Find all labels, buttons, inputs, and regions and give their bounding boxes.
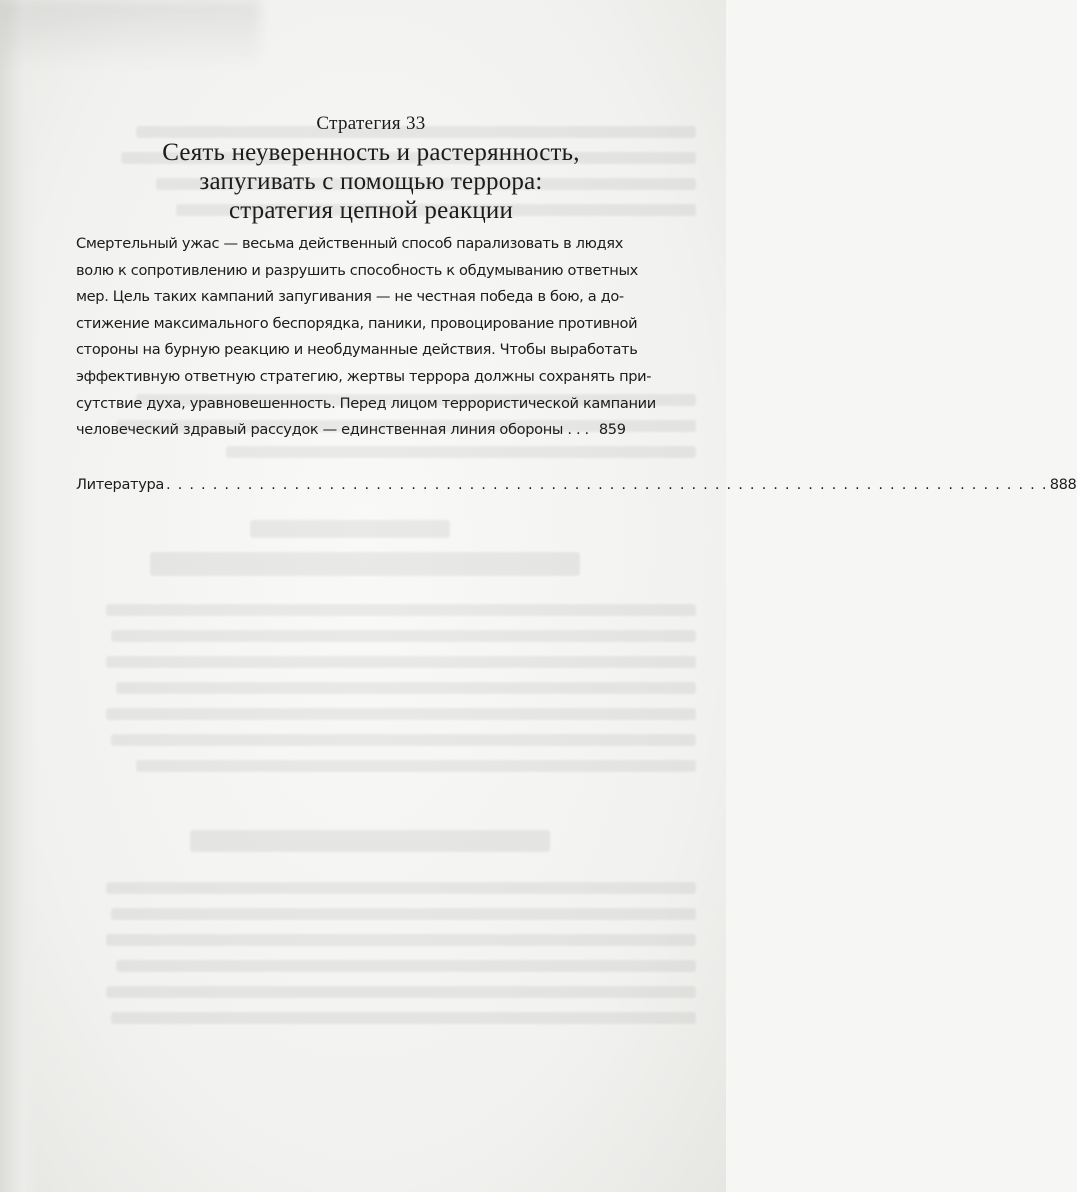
description-line: стижение максимального беспорядка, паники, провоцирование противной	[76, 314, 638, 332]
page-number: 888	[1049, 475, 1077, 493]
bleed-through-heading	[250, 520, 450, 538]
strategy-title-line: Сеять неуверенность и растерянность,	[162, 139, 580, 166]
bleed-through-title	[150, 552, 580, 576]
description-line: волю к сопротивлению и разрушить способность к обдумыванию ответных	[76, 261, 638, 279]
page-number: 859	[598, 421, 626, 439]
bleed-through-title-2	[190, 830, 550, 852]
strategy-number: Стратегия 33	[316, 113, 426, 134]
description-line-with-page: человеческий здравый рассудок — единственная линия обороны . . . 859	[76, 417, 666, 444]
description-line: мер. Цель таких кампаний запугивания — не честная победа в бою, а до-	[76, 288, 624, 306]
toc-entry-literature	[76, 473, 1077, 497]
bleed-through-body-2	[96, 868, 696, 1038]
bleed-through-body	[96, 590, 696, 786]
page-edge-shadow	[0, 0, 38, 1192]
toc-entry-label: Литература	[76, 475, 164, 493]
toc-content	[76, 112, 1077, 497]
strategy-title	[76, 138, 666, 225]
page-top-shadow	[0, 0, 260, 70]
strategy-description	[76, 231, 666, 444]
description-line: Смертельный ужас — весьма действенный способ парализовать в людях	[76, 235, 624, 252]
dot-leader: . . . . . . . . . . . . . . . . . . . . . . . . . . . . . . . . . . . . . . . . . . . . . . . . . . . . . . . . . . . . . . . . . . . . . . . . . . . .	[166, 475, 1048, 493]
description-line: сутствие духа, уравновешенность. Перед лицом террористической кампании	[76, 394, 656, 412]
strategy-title-line: запугивать с помощью террора:	[199, 168, 543, 195]
description-line: стороны на бурную реакцию и необдуманные действия. Чтобы выработать	[76, 341, 638, 359]
description-line: эффективную ответную стратегию, жертвы террора должны сохранять при-	[76, 367, 652, 385]
strategy-title-line: стратегия цепной реакции	[228, 197, 514, 224]
